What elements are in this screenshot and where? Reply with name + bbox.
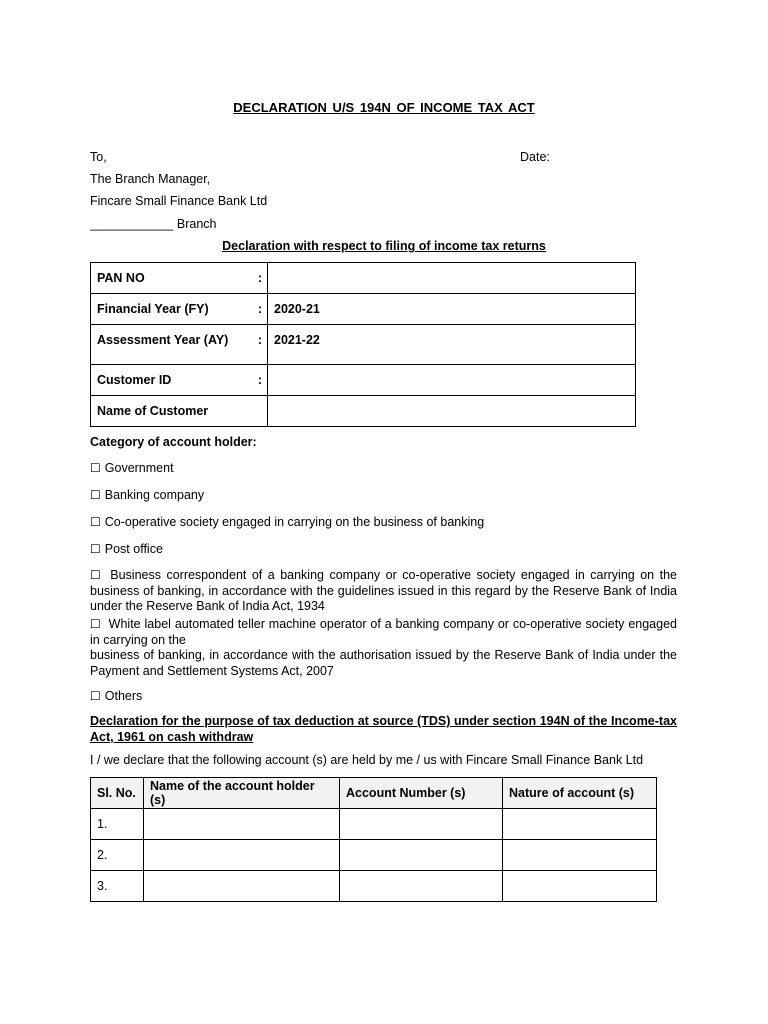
detail-label: Name of Customer bbox=[91, 396, 254, 427]
category-option-government[interactable] bbox=[90, 461, 174, 475]
category-label: Banking company bbox=[104, 488, 205, 502]
table-cell: 3. bbox=[91, 871, 144, 902]
date-label: Date: bbox=[520, 150, 550, 164]
category-label: Business correspondent of a banking company or co-operative society engaged in carrying on the bbox=[110, 568, 677, 582]
address-line-2: Fincare Small Finance Bank Ltd bbox=[90, 194, 268, 208]
category-option-banking-company[interactable] bbox=[90, 488, 204, 502]
detail-label: PAN NO bbox=[91, 263, 254, 294]
checkbox-icon[interactable]: ☐ bbox=[90, 461, 101, 475]
column-header: Name of the account holder (s) bbox=[144, 778, 340, 809]
detail-value-fy[interactable]: 2020-21 bbox=[268, 294, 636, 325]
category-option-others[interactable] bbox=[90, 689, 142, 703]
table-header-row bbox=[91, 778, 657, 809]
section-subtitle: Declaration with respect to filing of income tax returns bbox=[222, 239, 546, 253]
table-row bbox=[91, 294, 636, 325]
detail-colon bbox=[253, 396, 268, 427]
checkbox-icon[interactable]: ☐ bbox=[90, 689, 101, 703]
column-header: Account Number (s) bbox=[340, 778, 503, 809]
category-option-white-label[interactable] bbox=[90, 617, 677, 679]
table-row bbox=[91, 840, 657, 871]
category-label: Others bbox=[104, 689, 143, 703]
category-label: business of banking, in accordance with the authorisation issued by the Reserve Bank of India under the bbox=[90, 648, 677, 662]
tds-heading: Declaration for the purpose of tax deduction at source (TDS) under section 194N of the Income-tax Act, 1961 on cash withdraw bbox=[90, 714, 677, 744]
table-cell[interactable] bbox=[144, 840, 340, 871]
checkbox-icon[interactable]: ☐ bbox=[90, 515, 101, 529]
table-cell[interactable] bbox=[503, 871, 657, 902]
checkbox-icon[interactable]: ☐ bbox=[90, 542, 101, 556]
checkbox-icon[interactable]: ☐ bbox=[90, 488, 101, 502]
detail-label: Assessment Year (AY) bbox=[91, 325, 254, 365]
checkbox-icon[interactable]: ☐ bbox=[90, 617, 101, 631]
table-row bbox=[91, 263, 636, 294]
table-cell[interactable] bbox=[503, 809, 657, 840]
table-cell[interactable] bbox=[340, 871, 503, 902]
category-label: White label automated teller machine operator of a banking company or co-operative society engaged bbox=[108, 617, 677, 631]
detail-colon: : bbox=[253, 365, 268, 396]
detail-value-pan[interactable] bbox=[268, 263, 636, 294]
table-row bbox=[91, 871, 657, 902]
category-option-cooperative[interactable] bbox=[90, 515, 484, 529]
table-cell: 2. bbox=[91, 840, 144, 871]
table-cell: 1. bbox=[91, 809, 144, 840]
category-label: Payment and Settlement Systems Act, 2007 bbox=[90, 663, 334, 678]
table-cell[interactable] bbox=[144, 809, 340, 840]
address-line-1: The Branch Manager, bbox=[90, 172, 211, 186]
category-heading: Category of account holder: bbox=[90, 435, 257, 449]
detail-value-customer-id[interactable] bbox=[268, 365, 636, 396]
category-label: in carrying on the bbox=[90, 632, 186, 647]
category-label: Post office bbox=[104, 542, 163, 556]
column-header: Nature of account (s) bbox=[503, 778, 657, 809]
category-option-post-office[interactable] bbox=[90, 542, 163, 556]
category-label: under the Reserve Bank of India Act, 1934 bbox=[90, 599, 325, 613]
table-row bbox=[91, 365, 636, 396]
category-label: Co-operative society engaged in carrying on the business of banking bbox=[104, 515, 485, 529]
table-cell[interactable] bbox=[144, 871, 340, 902]
table-row bbox=[91, 325, 636, 365]
category-label: Government bbox=[104, 461, 174, 475]
document-title: DECLARATION U/S 194N OF INCOME TAX ACT bbox=[233, 100, 535, 115]
to-label: To, bbox=[90, 150, 107, 164]
detail-value-customer-name[interactable] bbox=[268, 396, 636, 427]
column-header: Sl. No. bbox=[91, 778, 144, 809]
table-cell[interactable] bbox=[503, 840, 657, 871]
customer-details-table bbox=[90, 262, 636, 427]
category-label: business of banking, in accordance with the guidelines issued in this regard by the Reserve Bank of India bbox=[90, 583, 677, 598]
detail-label: Financial Year (FY) bbox=[91, 294, 254, 325]
detail-colon: : bbox=[253, 263, 268, 294]
category-option-business-correspondent[interactable] bbox=[90, 568, 677, 615]
detail-colon: : bbox=[253, 294, 268, 325]
detail-value-ay[interactable]: 2021-22 bbox=[268, 325, 636, 365]
table-cell[interactable] bbox=[340, 840, 503, 871]
checkbox-icon[interactable]: ☐ bbox=[90, 568, 101, 582]
table-row bbox=[91, 809, 657, 840]
table-row bbox=[91, 396, 636, 427]
address-line-3: ____________ Branch bbox=[90, 217, 217, 231]
detail-label: Customer ID bbox=[91, 365, 254, 396]
detail-colon: : bbox=[253, 325, 268, 365]
declaration-text: I / we declare that the following account (s) are held by me / us with Fincare Small Finance Bank Ltd bbox=[90, 753, 644, 767]
table-cell[interactable] bbox=[340, 809, 503, 840]
accounts-table bbox=[90, 777, 657, 902]
